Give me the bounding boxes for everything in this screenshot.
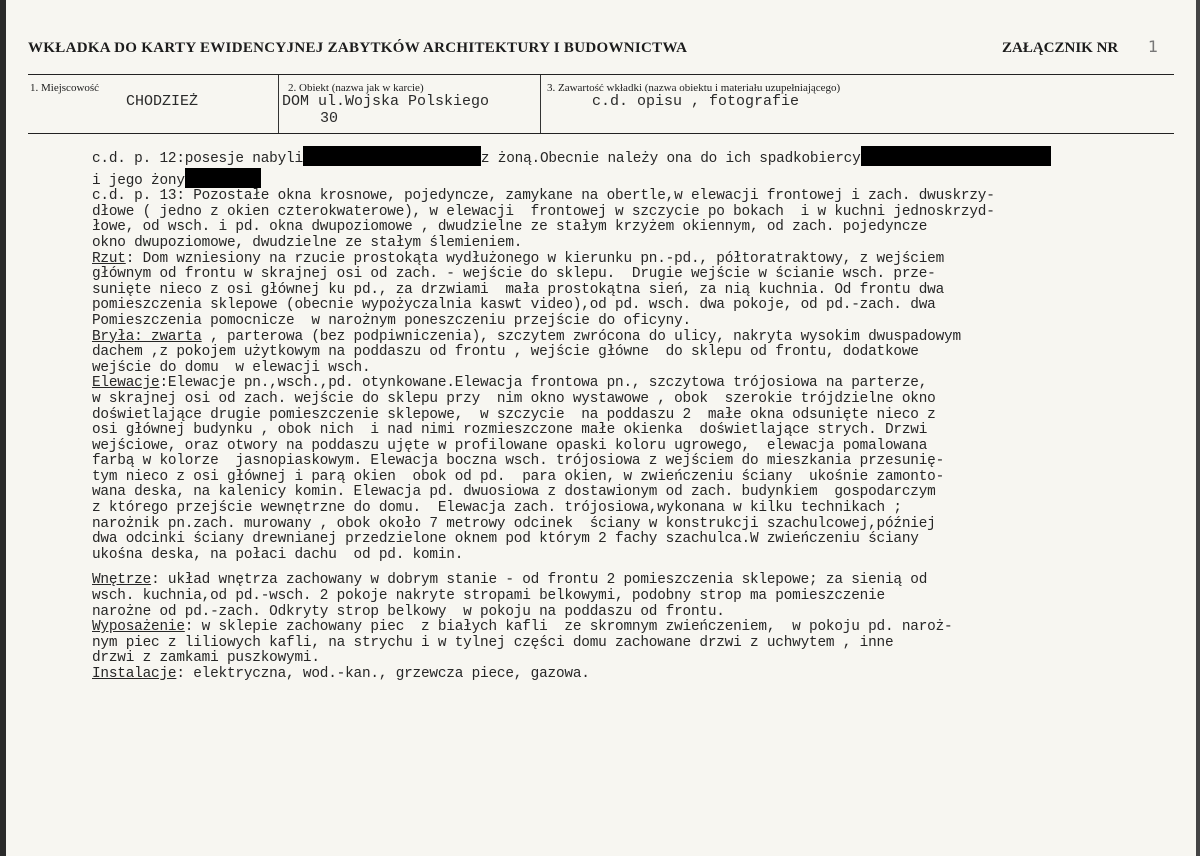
redaction-bar bbox=[185, 168, 261, 188]
text-line: doświetlające drugie pomieszczenie sklepowe, w szczycie na poddaszu 2 małe okna odsunięte nieco z bbox=[92, 406, 936, 423]
text-line bbox=[92, 146, 1192, 168]
redaction-bar bbox=[861, 146, 1051, 166]
text-span: c.d. p. 12:posesje nabyli bbox=[92, 151, 303, 167]
text-span: z żoną.Obecnie należy ona do ich spadkobiercy bbox=[480, 151, 861, 167]
text-line: wana deska, na kalenicy komin. Elewacja pd. dwuosiowa z dostawionym od zach. budynkiem gospodarczym bbox=[92, 484, 936, 501]
text-line bbox=[92, 252, 1192, 268]
object-value-number: 30 bbox=[320, 110, 339, 127]
text-line: c.d. p. 13: Pozostałe okna krosnowe, pojedyncze, zamykane na obertle,w elewacji frontowej i zach. dwuskrzy- bbox=[92, 188, 995, 205]
text-line: drzwi z zamkami puszkowymi. bbox=[92, 650, 320, 667]
redaction-bar bbox=[303, 146, 481, 166]
text-line bbox=[92, 168, 1192, 190]
text-line bbox=[92, 330, 1192, 346]
annex-number: 1 bbox=[1148, 37, 1159, 56]
text-line: farbą w kolorze jasnopiaskowym. Elewacja boczna wsch. trójosiowa z wejściem do mieszkania przesunię- bbox=[92, 453, 945, 470]
text-line: łowe, od wsch. i pd. okna dwupoziomowe , dwudzielne ze stałym krzyżem okiennym, od zach. pojedyncze bbox=[92, 219, 928, 236]
locality-label: 1. Miejscowość bbox=[30, 82, 100, 94]
object-label: 2. Obiekt (nazwa jak w karcie) bbox=[288, 82, 424, 94]
text-line: Pomieszczenia pomocnicze w narożnym poneszczeniu przejście do oficyny. bbox=[92, 312, 691, 329]
section-heading: Wyposażenie bbox=[92, 619, 185, 636]
text-line: okno dwupoziomowe, dwudzielne ze stałym ślemieniem. bbox=[92, 234, 523, 251]
field-divider bbox=[540, 75, 541, 133]
text-line: dłowe ( jedno z okien czterokwaterowe), w elewacji frontowej w szczycie po bokach i w kuchni jednoskrzyd- bbox=[92, 203, 995, 220]
section-heading: Bryła: zwarta bbox=[92, 328, 202, 345]
contents-label: 3. Zawartość wkładki (nazwa obiektu i materiału uzupełniającego) bbox=[547, 82, 841, 94]
text-line: w skrajnej osi od zach. wejście do sklepu przy nim okno wystawowe , obok szerokie trójdzielne okno bbox=[92, 390, 936, 407]
text-span: : układ wnętrza zachowany w dobrym stanie - od frontu 2 pomieszczenia sklepowe; za sienią od bbox=[151, 572, 928, 589]
text-line: wejściowe, oraz otwory na poddaszu ujęte w profilowane opaski koloru ugrowego, elewacja pomalowana bbox=[92, 437, 928, 454]
text-line: dachem ,z pokojem użytkowym na poddaszu od frontu , wejście główne do sklepu od frontu, dodatkowe bbox=[92, 344, 919, 361]
locality-value: CHODZIEŻ bbox=[126, 93, 199, 110]
text-line: głównym od frontu w skrajnej osi od zach. - wejście do sklepu. Drugie wejście w ścianie wsch. prze- bbox=[92, 266, 936, 283]
text-line bbox=[92, 620, 1192, 636]
card-title: WKŁADKA DO KARTY EWIDENCYJNEJ ZABYTKÓW ARCHITEKTURY I BUDOWNICTWA bbox=[28, 40, 688, 56]
text-line: osi głównej budynku , obok nich i nad nimi rozmieszczone małe okienka doświetlające strych. Drzwi bbox=[92, 422, 928, 439]
text-span: : Dom wzniesiony na rzucie prostokąta wydłużonego w kierunku pn.-pd., półtoratraktowy, z wejściem bbox=[125, 250, 945, 267]
field-divider bbox=[278, 75, 279, 133]
section-heading: Wnętrze bbox=[92, 572, 152, 589]
text-span: : elektryczna, wod.-kan., grzewcza piece, gazowa. bbox=[176, 666, 590, 682]
section-heading: Elewacje bbox=[92, 375, 160, 392]
text-line: wejście do domu w elewacji wsch. bbox=[92, 359, 371, 376]
section-heading: Rzut bbox=[92, 250, 126, 267]
text-span: , parterowa (bez podpiwniczenia), szczytem zwrócona do ulicy, nakryta wysokim dwuspadowym bbox=[201, 328, 961, 345]
text-line: tym nieco z osi głównej i parą okien obok od pd. para okien, w zwieńczeniu ściany ukośnie zamonto- bbox=[92, 468, 945, 485]
annex-label: ZAŁĄCZNIK NR bbox=[1002, 40, 1119, 56]
text-line: pomieszczenia sklepowe (obecnie wypożyczalnia kaswt video),od pd. wsch. dwa pokoje, od pd.-zach. dwa bbox=[92, 297, 936, 314]
header-top-rule bbox=[28, 74, 1174, 75]
section-heading: Instalacje bbox=[92, 666, 177, 682]
text-line: z którego przejście wewnętrzne do domu. Elewacja zach. trójosiowa,wykonana w kilku technikach ; bbox=[92, 500, 902, 517]
text-line: sunięte nieco z osi głównej ku pd., za drzwiami mała prostokątna sień, za nią kuchnia. Od frontu dwa bbox=[92, 281, 945, 298]
text-line: nym piec z liliowych kafli, na strychu i w tylnej części domu zachowane drzwi z uchwytem , inne bbox=[92, 634, 894, 651]
text-line: ukośna deska, na połaci dachu od pd. komin. bbox=[92, 546, 464, 563]
text-line: narożnik pn.zach. murowany , obok około 7 metrowy odcinek ściany w konstrukcji szachulcowej,później bbox=[92, 515, 936, 532]
text-span: i jego żony bbox=[92, 172, 185, 189]
contents-value: c.d. opisu , fotografie bbox=[592, 93, 800, 110]
text-line bbox=[92, 573, 1192, 589]
text-line bbox=[92, 376, 1192, 392]
text-line bbox=[92, 667, 1192, 683]
text-line: narożne od pd.-zach. Odkryty strop belkowy w pokoju na poddaszu od frontu. bbox=[92, 603, 725, 620]
text-line: dwa odcinki ściany drewnianej przedzielone oknem pod którym 2 fachy szachulca.W zwieńczeniu ściany bbox=[92, 531, 919, 548]
text-span: : w sklepie zachowany piec z białych kafli ze skromnym zwieńczeniem, w pokoju pd. naroż- bbox=[184, 619, 953, 636]
text-span: :Elewacje pn.,wsch.,pd. otynkowane.Elewacja frontowa pn., szczytowa trójosiowa na parterze, bbox=[159, 375, 928, 392]
text-line: wsch. kuchnia,od pd.-wsch. 2 pokoje nakryte stropami belkowymi, podobny strop ma pomieszczenie bbox=[92, 588, 885, 605]
header-bottom-rule bbox=[28, 133, 1174, 134]
description-body bbox=[92, 146, 1192, 683]
object-value: DOM ul.Wojska Polskiego bbox=[282, 93, 490, 110]
